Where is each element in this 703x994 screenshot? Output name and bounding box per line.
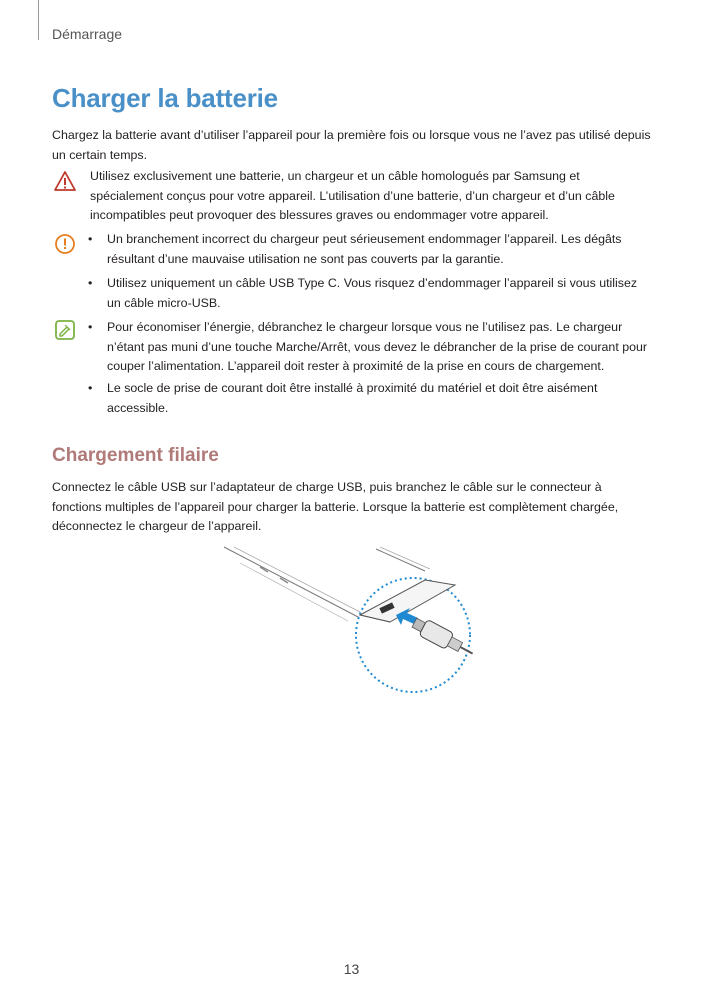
note-icon — [54, 319, 76, 341]
note-bullet-text: Le socle de prise de courant doit être installé à proximité du matériel et doit être aisément accessible. — [107, 381, 598, 415]
note-bullet — [88, 379, 653, 418]
caution-bullet-text: Un branchement incorrect du chargeur peut sérieusement endommager l’appareil. Les dégâts résultant d’une mauvaise utilisation ne sont pas couverts par la garantie. — [107, 232, 622, 266]
wired-charging-paragraph: Connectez le câble USB sur l’adaptateur de charge USB, puis branchez le câble sur le connecteur à fonctions multiples de l’appareil pour charger la batterie. Lorsque la batterie est complètement chargée, déconnectez le chargeur de l’appareil. — [52, 480, 619, 533]
caution-bullet-text: Utilisez uniquement un câble USB Type C. Vous risquez d’endommager l’appareil si vous utilisez un câble micro-USB. — [107, 276, 638, 310]
caution-icon — [54, 233, 76, 255]
note-bullet — [88, 318, 653, 377]
section-subtitle: Chargement filaire — [52, 445, 219, 466]
bullet-dot: • — [88, 320, 93, 334]
warning-text: Utilisez exclusivement une batterie, un chargeur et un câble homologués par Samsung et spécialement conçus pour votre appareil. L’utilisation d’une batterie, d’un chargeur et d’un câble incompatibles peut provoquer des blessures graves ou endommager votre appareil. — [90, 169, 615, 222]
bullet-dot: • — [88, 276, 93, 290]
bullet-dot: • — [88, 381, 93, 395]
page-title: Charger la batterie — [52, 83, 278, 113]
note-bullet-text: Pour économiser l’énergie, débranchez le chargeur lorsque vous ne l’utilisez pas. Le chargeur n’étant pas muni d’une touche Marche/Arrêt, vous devez le débrancher de la prise de courant pour couper l’alimentation. L’appareil doit rester à proximité de la prise en cours de chargement. — [107, 320, 648, 373]
warning-icon — [54, 170, 76, 192]
intro-paragraph: Chargez la batterie avant d’utiliser l’appareil pour la première fois ou lorsque vous ne l’avez pas utilisé depuis un certain temps. — [52, 128, 651, 162]
bullet-dot: • — [88, 232, 93, 246]
caution-bullet — [88, 274, 653, 313]
page-number: 13 — [343, 961, 360, 977]
charging-illustration — [220, 545, 480, 695]
section-label: Démarrage — [52, 26, 123, 42]
margin-rule — [38, 0, 39, 40]
caution-bullet — [88, 230, 653, 269]
